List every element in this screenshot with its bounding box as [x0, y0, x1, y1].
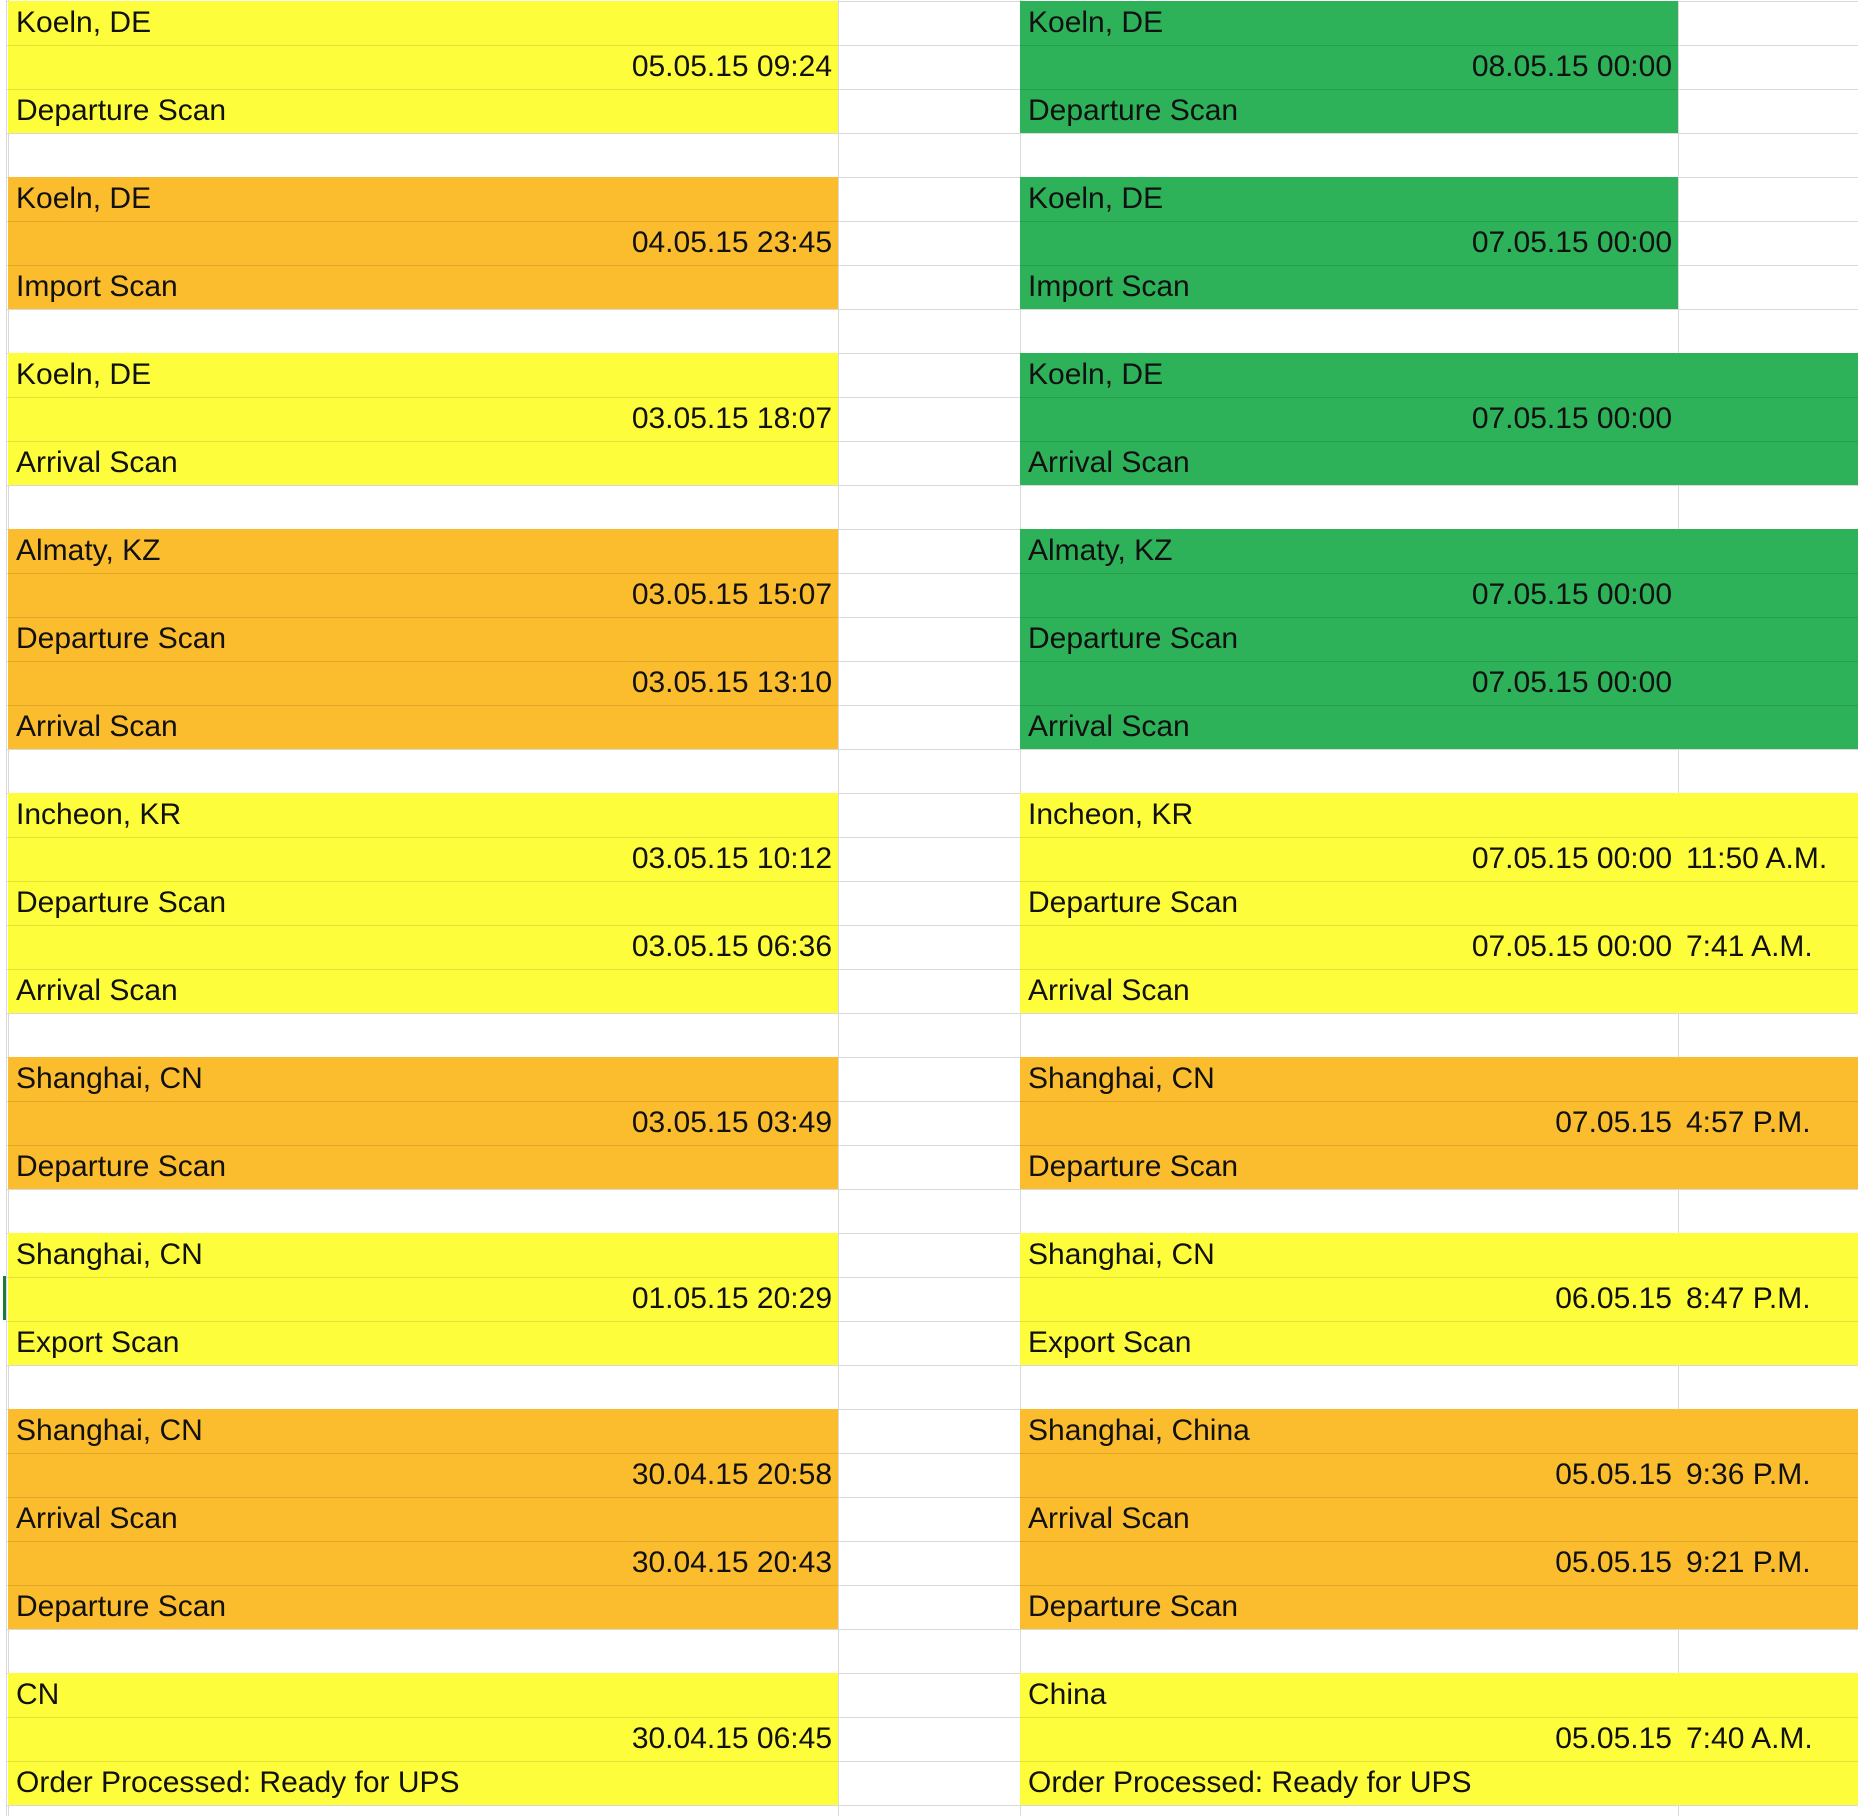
location-label[interactable]: Koeln, DE [1028, 6, 1164, 39]
right-block-6 [1020, 1233, 1858, 1365]
right-block-5 [1020, 1057, 1858, 1189]
time-cell[interactable]: 11:50 A.M. [1686, 842, 1828, 875]
event-label[interactable]: Departure Scan [16, 1590, 227, 1623]
grid-col-line [838, 0, 839, 1816]
left-block-7 [8, 1409, 838, 1629]
location-label[interactable]: Koeln, DE [1028, 358, 1164, 391]
timestamp-cell[interactable]: 07.05.15 [1555, 1106, 1672, 1139]
timestamp-cell[interactable]: 07.05.15 00:00 [1471, 842, 1672, 875]
event-label[interactable]: Export Scan [16, 1326, 180, 1359]
event-label[interactable]: Departure Scan [16, 94, 227, 127]
right-block-3 [1020, 529, 1858, 749]
location-label[interactable]: Shanghai, CN [16, 1062, 203, 1095]
timestamp-cell[interactable]: 07.05.15 00:00 [1471, 578, 1672, 611]
event-label[interactable]: Import Scan [16, 270, 178, 303]
event-label[interactable]: Arrival Scan [1028, 1502, 1190, 1535]
timestamp-cell[interactable]: 05.05.15 [1555, 1722, 1672, 1755]
left-block-2 [8, 353, 838, 485]
event-label[interactable]: Order Processed: Ready for UPS [1028, 1766, 1472, 1799]
timestamp-cell[interactable]: 30.04.15 06:45 [631, 1722, 832, 1755]
grid-row-line [0, 485, 1858, 486]
left-block-8 [8, 1673, 838, 1805]
left-block-1 [8, 177, 838, 309]
right-block-2 [1020, 353, 1858, 485]
location-label[interactable]: Koeln, DE [1028, 182, 1164, 215]
grid-row-line [0, 1365, 1858, 1366]
timestamp-cell[interactable]: 01.05.15 20:29 [631, 1282, 832, 1315]
left-block-6 [8, 1233, 838, 1365]
location-label[interactable]: Incheon, KR [1028, 798, 1194, 831]
row-separator [1020, 573, 1858, 574]
location-label[interactable]: Almaty, KZ [1028, 534, 1173, 567]
left-block-0 [8, 1, 838, 133]
timestamp-cell[interactable]: 08.05.15 00:00 [1471, 50, 1672, 83]
time-cell[interactable]: 8:47 P.M. [1686, 1282, 1811, 1315]
selection-marker [3, 1276, 6, 1320]
event-label[interactable]: Arrival Scan [1028, 446, 1190, 479]
timestamp-cell[interactable]: 05.05.15 09:24 [631, 50, 832, 83]
event-label[interactable]: Import Scan [1028, 270, 1190, 303]
location-label[interactable]: Koeln, DE [16, 6, 152, 39]
right-block-0 [1020, 1, 1678, 133]
location-label[interactable]: Shanghai, CN [16, 1414, 203, 1447]
event-label[interactable]: Departure Scan [1028, 622, 1239, 655]
timestamp-cell[interactable]: 03.05.15 13:10 [631, 666, 832, 699]
timestamp-cell[interactable]: 03.05.15 15:07 [631, 578, 832, 611]
grid-row-line [0, 133, 1858, 134]
location-label[interactable]: Shanghai, China [1028, 1414, 1250, 1447]
time-cell[interactable]: 9:36 P.M. [1686, 1458, 1811, 1491]
timestamp-cell[interactable]: 03.05.15 18:07 [631, 402, 832, 435]
event-label[interactable]: Arrival Scan [1028, 974, 1190, 1007]
event-label[interactable]: Departure Scan [16, 622, 227, 655]
grid-row-line [0, 1013, 1858, 1014]
grid-row-line [0, 1805, 1858, 1806]
time-cell[interactable]: 7:41 A.M. [1686, 930, 1813, 963]
row-separator [1020, 397, 1858, 398]
left-block-3 [8, 529, 838, 749]
right-block-8 [1020, 1673, 1858, 1805]
right-block-4 [1020, 793, 1858, 1013]
left-block-4 [8, 793, 838, 1013]
timestamp-cell[interactable]: 07.05.15 00:00 [1471, 666, 1672, 699]
location-label[interactable]: Shanghai, CN [16, 1238, 203, 1271]
right-block-7 [1020, 1409, 1858, 1629]
timestamp-cell[interactable]: 07.05.15 00:00 [1471, 930, 1672, 963]
timestamp-cell[interactable]: 07.05.15 00:00 [1471, 226, 1672, 259]
event-label[interactable]: Order Processed: Ready for UPS [16, 1766, 460, 1799]
event-label[interactable]: Departure Scan [1028, 886, 1239, 919]
timestamp-cell[interactable]: 04.05.15 23:45 [631, 226, 832, 259]
timestamp-cell[interactable]: 30.04.15 20:43 [631, 1546, 832, 1579]
event-label[interactable]: Departure Scan [1028, 94, 1239, 127]
event-label[interactable]: Arrival Scan [16, 1502, 178, 1535]
grid-row-line [0, 1189, 1858, 1190]
location-label[interactable]: Shanghai, CN [1028, 1062, 1215, 1095]
event-label[interactable]: Arrival Scan [16, 974, 178, 1007]
timestamp-cell[interactable]: 05.05.15 [1555, 1458, 1672, 1491]
grid-row-line [0, 309, 1858, 310]
location-label[interactable]: China [1028, 1678, 1107, 1711]
location-label[interactable]: Koeln, DE [16, 182, 152, 215]
event-label[interactable]: Departure Scan [16, 1150, 227, 1183]
timestamp-cell[interactable]: 03.05.15 06:36 [631, 930, 832, 963]
row-header-edge [0, 0, 7, 1816]
timestamp-cell[interactable]: 03.05.15 10:12 [631, 842, 832, 875]
grid-row-line [0, 749, 1858, 750]
time-cell[interactable]: 9:21 P.M. [1686, 1546, 1811, 1579]
event-label[interactable]: Export Scan [1028, 1326, 1192, 1359]
location-label[interactable]: Almaty, KZ [16, 534, 161, 567]
location-label[interactable]: Shanghai, CN [1028, 1238, 1215, 1271]
left-block-5 [8, 1057, 838, 1189]
event-label[interactable]: Arrival Scan [16, 710, 178, 743]
timestamp-cell[interactable]: 03.05.15 03:49 [631, 1106, 832, 1139]
event-label[interactable]: Departure Scan [1028, 1150, 1239, 1183]
timestamp-cell[interactable]: 05.05.15 [1555, 1546, 1672, 1579]
event-label[interactable]: Arrival Scan [16, 446, 178, 479]
timestamp-cell[interactable]: 06.05.15 [1555, 1282, 1672, 1315]
event-label[interactable]: Departure Scan [16, 886, 227, 919]
time-cell[interactable]: 7:40 A.M. [1686, 1722, 1813, 1755]
event-label[interactable]: Departure Scan [1028, 1590, 1239, 1623]
location-label[interactable]: Incheon, KR [16, 798, 182, 831]
event-label[interactable]: Arrival Scan [1028, 710, 1190, 743]
location-label[interactable]: Koeln, DE [16, 358, 152, 391]
location-label[interactable]: CN [16, 1678, 60, 1711]
grid-row-line [0, 1629, 1858, 1630]
timestamp-cell[interactable]: 30.04.15 20:58 [631, 1458, 832, 1491]
right-block-1 [1020, 177, 1678, 309]
row-separator [1020, 661, 1858, 662]
timestamp-cell[interactable]: 07.05.15 00:00 [1471, 402, 1672, 435]
time-cell[interactable]: 4:57 P.M. [1686, 1106, 1811, 1139]
